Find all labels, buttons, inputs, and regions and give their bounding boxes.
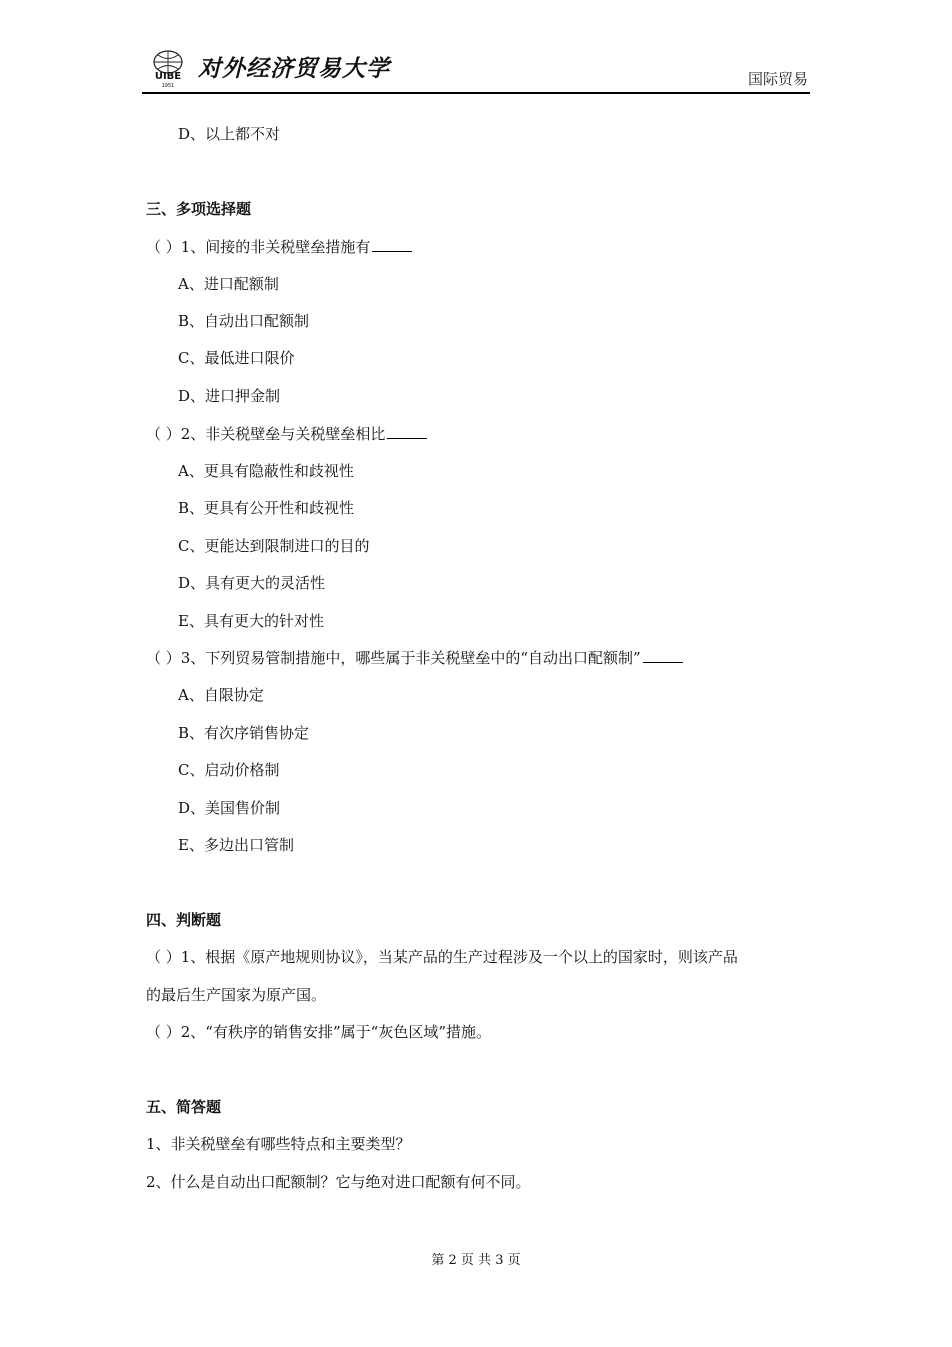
university-emblem-icon <box>146 46 190 88</box>
judgment-2: （ ）2、“有秩序的销售安排”属于“灰色区域”措施。 <box>146 1023 491 1041</box>
section-true-false: 四、判断题 <box>146 911 222 929</box>
university-name: 对外经济贸易大学 <box>198 55 390 82</box>
question-3 <box>146 648 683 668</box>
judgment-1-line-2: 的最后生产国家为原产国。 <box>146 986 327 1004</box>
q2-option-c: C、更能达到限制进口的目的 <box>178 537 370 555</box>
page-header <box>142 40 810 94</box>
answer-blank <box>643 648 683 663</box>
question-1 <box>146 237 412 257</box>
short-answer-1: 1、非关税壁垒有哪些特点和主要类型？ <box>146 1135 411 1153</box>
short-answer-2: 2、什么是自动出口配额制？它与绝对进口配额有何不同。 <box>146 1173 531 1191</box>
course-title: 国际贸易 <box>747 70 808 88</box>
judgment-1-line-1: （ ）1、根据《原产地规则协议》，当某产品的生产过程涉及一个以上的国家时，则该产品 <box>146 948 738 966</box>
q1-option-a: A、进口配额制 <box>178 275 279 293</box>
q1-option-d: D、进口押金制 <box>178 387 281 405</box>
q3-option-a: A、自限协定 <box>178 686 264 704</box>
question-2-text: （ ）2、非关税壁垒与关税壁垒相比 <box>146 425 386 443</box>
question-2 <box>146 424 427 444</box>
emblem-year: 1951 <box>161 83 175 88</box>
q3-option-d: D、美国售价制 <box>178 799 281 817</box>
section-short-answer: 五、简答题 <box>146 1098 222 1116</box>
q3-option-b: B、有次序销售协定 <box>178 724 310 742</box>
q3-option-e: E、多边出口管制 <box>178 836 294 854</box>
q2-option-b: B、更具有公开性和歧视性 <box>178 499 355 517</box>
q3-option-c: C、启动价格制 <box>178 761 280 779</box>
emblem-letters: UIBE <box>154 71 182 82</box>
page-number: 第 2 页 共 3 页 <box>431 1253 521 1268</box>
prev-option-d: D、以上都不对 <box>178 125 281 143</box>
q1-option-b: B、自动出口配额制 <box>178 312 310 330</box>
q2-option-a: A、更具有隐蔽性和歧视性 <box>178 462 354 480</box>
q1-option-c: C、最低进口限价 <box>178 349 295 367</box>
question-1-text: （ ）1、间接的非关税壁垒措施有 <box>146 238 371 256</box>
answer-blank <box>387 424 427 439</box>
q2-option-e: E、具有更大的针对性 <box>178 612 324 630</box>
question-3-text: （ ）3、下列贸易管制措施中，哪些属于非关税壁垒中的“自动出口配额制” <box>146 649 641 667</box>
answer-blank <box>372 237 412 252</box>
section-multiple-choice: 三、多项选择题 <box>146 200 252 218</box>
q2-option-d: D、具有更大的灵活性 <box>178 574 326 592</box>
